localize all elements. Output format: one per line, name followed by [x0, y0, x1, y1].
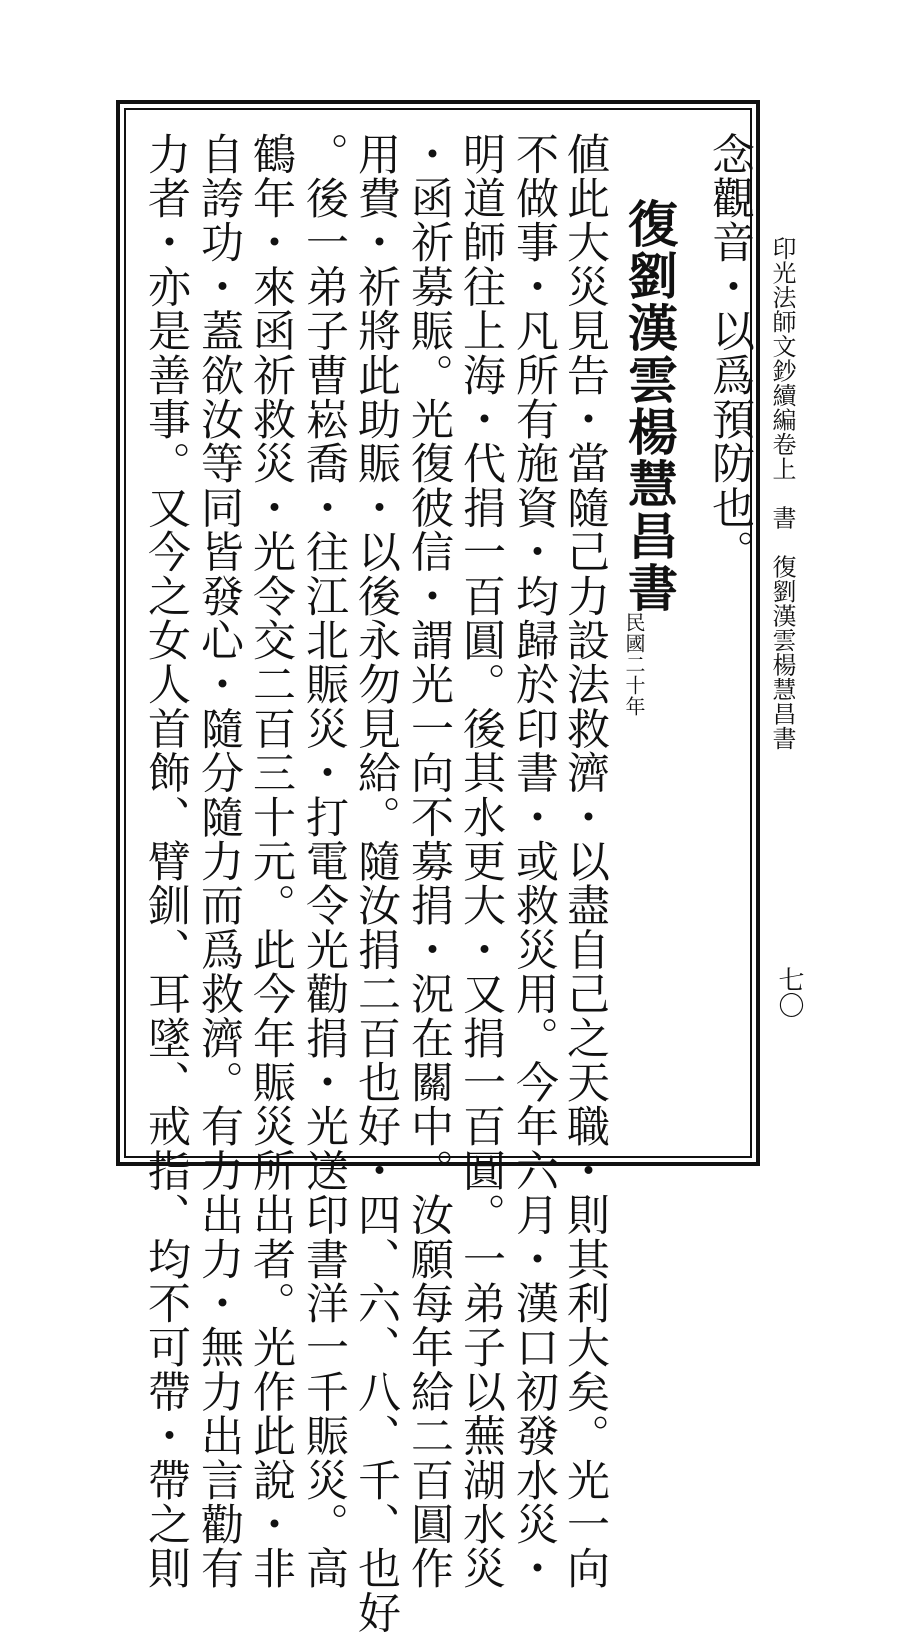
continuation-line: 念觀音・以爲預防也。 — [705, 132, 755, 574]
letter-line-8: 自誇功・蓋欲汝等同皆發心・隨分隨力而爲救濟。有力出力・無力出言勸有 — [194, 132, 244, 1591]
letter-line-2: 不做事・凡所有施資・均歸於印書・或救災用。今年六月・漢口初發水災・ — [509, 132, 559, 1591]
letter-line-4: ・函祈募賑。光復彼信・謂光一向不募捐・況在關中。汝願每年給二百圓作 — [404, 132, 454, 1591]
page-number: 七〇 — [774, 966, 804, 1018]
letter-line-5: 用費・祈將此助賑・以後永勿見給。隨汝捐二百也好・四、六、八、千、也好 — [351, 132, 401, 1635]
letter-line-6: 。後一弟子曹崧喬・往江北賑災・打電令光勸捐・光送印書洋一千賑災。高 — [299, 132, 349, 1591]
letter-line-7: 鶴年・來函祈救災・光令交二百三十元。此今年賑災所出者。光作此說・非 — [246, 132, 296, 1591]
letter-date-note: 民國二十年 — [622, 612, 646, 717]
letter-line-9: 力者・亦是善事。又今之女人首飾、臂釧、耳墜、戒指、均不可帶・帶之則 — [141, 132, 191, 1591]
letter-title: 復劉漢雲楊慧昌書 — [620, 198, 679, 614]
running-head: 印光法師文鈔續編卷上 書 復劉漢雲楊慧昌書 — [768, 236, 796, 751]
letter-line-1: 値此大災見告・當隨己力設法救濟・以盡自己之天職・則其利大矣。光一向 — [560, 132, 610, 1591]
letter-line-3: 明道師往上海・代捐一百圓。後其水更大・又捐一百圓。一弟子以蕪湖水災 — [456, 132, 506, 1591]
